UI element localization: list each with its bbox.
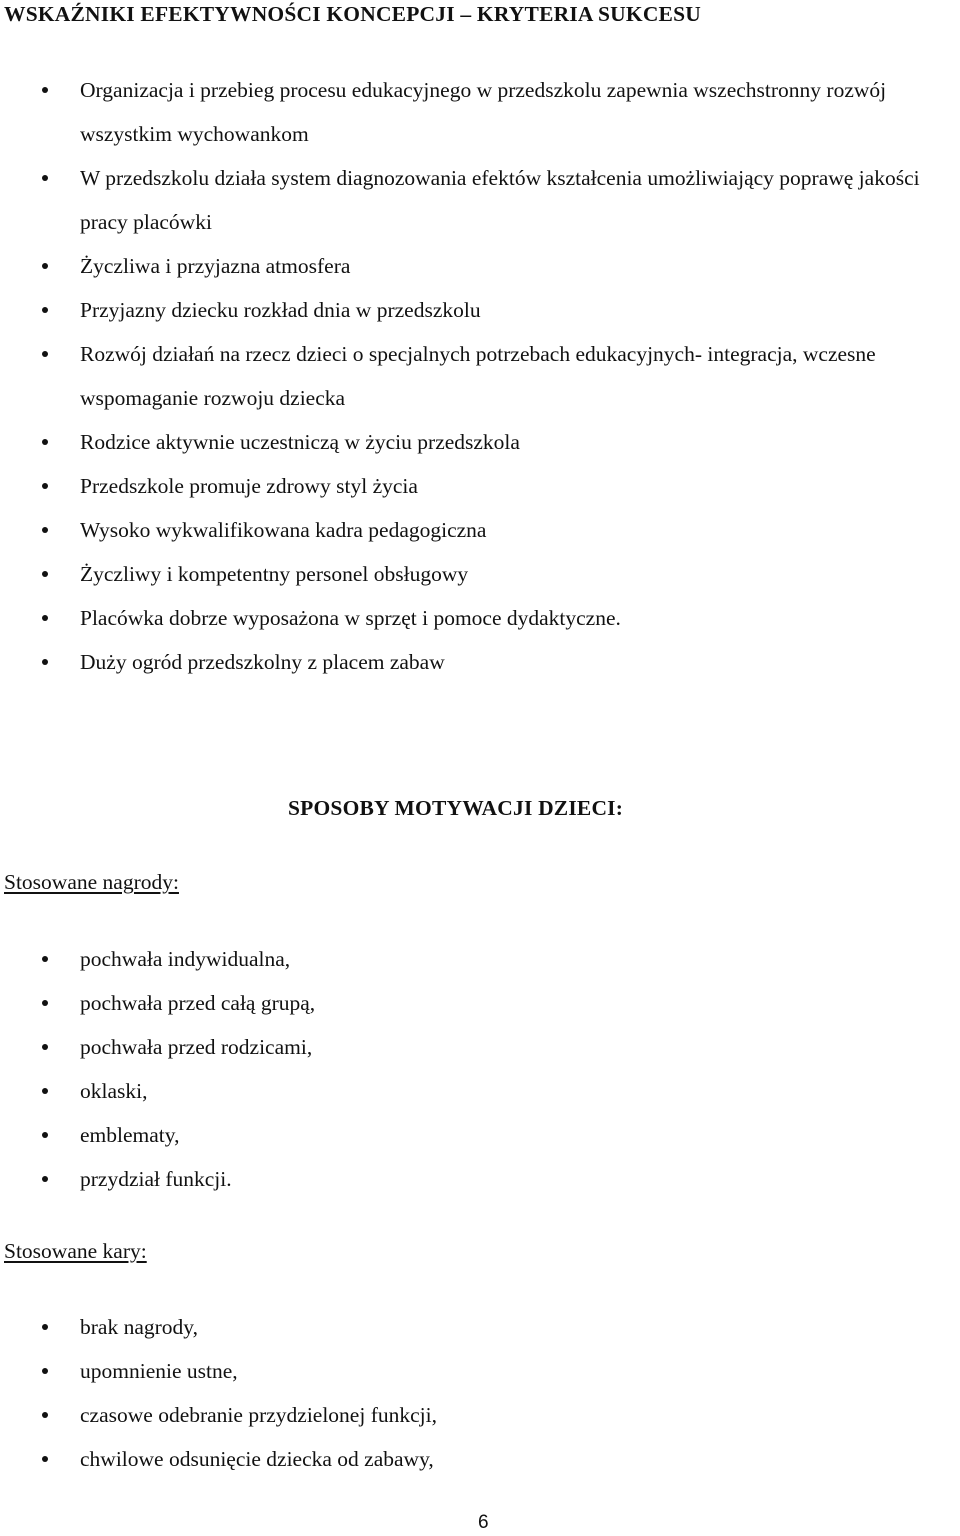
- list-item-text: Wysoko wykwalifikowana kadra pedagogiczna: [80, 518, 487, 542]
- list-item-text: Placówka dobrze wyposażona w sprzęt i pomoce dydaktyczne.: [80, 606, 621, 630]
- list-item-text: Przedszkole promuje zdrowy styl życia: [80, 474, 418, 498]
- list-item-text: Rodzice aktywnie uczestniczą w życiu przedszkola: [80, 430, 520, 454]
- page-heading: WSKAŹNIKI EFEKTYWNOŚCI KONCEPCJI – KRYTERIA SUKCESU: [4, 2, 701, 26]
- motivation-heading: SPOSOBY MOTYWACJI DZIECI:: [288, 796, 624, 820]
- list-item: [0, 1437, 960, 1481]
- penalties-list: [0, 1305, 960, 1481]
- list-item: [0, 420, 960, 464]
- bullet-icon: [42, 351, 48, 357]
- bullet-icon: [42, 1176, 48, 1182]
- list-item: [0, 1025, 960, 1069]
- success-criteria-list: [0, 68, 960, 684]
- list-item-text: brak nagrody,: [80, 1315, 199, 1339]
- bullet-icon: [42, 1456, 48, 1462]
- bullet-icon: [42, 1368, 48, 1374]
- bullet-icon: [42, 439, 48, 445]
- list-item: [0, 464, 960, 508]
- list-item-text: emblematy,: [80, 1123, 180, 1147]
- bullet-icon: [42, 956, 48, 962]
- list-item: [0, 981, 960, 1025]
- list-item-text: Organizacja i przebieg procesu edukacyjnego w przedszkolu zapewnia wszechstronny rozwój wszystkim wychowankom: [80, 78, 887, 146]
- list-item: [0, 1393, 960, 1437]
- list-item: [0, 937, 960, 981]
- bullet-icon: [42, 1324, 48, 1330]
- bullet-icon: [42, 483, 48, 489]
- list-item: [0, 508, 960, 552]
- list-item-text: pochwała przed rodzicami,: [80, 1035, 313, 1059]
- list-item-text: Życzliwa i przyjazna atmosfera: [80, 254, 351, 278]
- page-number: 6: [478, 1512, 489, 1533]
- list-item: [0, 552, 960, 596]
- bullet-icon: [42, 1132, 48, 1138]
- bullet-icon: [42, 175, 48, 181]
- list-item-text: Duży ogród przedszkolny z placem zabaw: [80, 650, 445, 674]
- list-item: [0, 332, 960, 420]
- bullet-icon: [42, 659, 48, 665]
- list-item-text: czasowe odebranie przydzielonej funkcji,: [80, 1403, 437, 1427]
- list-item: [0, 68, 960, 156]
- bullet-icon: [42, 87, 48, 93]
- list-item-text: Życzliwy i kompetentny personel obsługowy: [80, 562, 469, 586]
- rewards-list: [0, 937, 960, 1201]
- list-item-text: Przyjazny dziecku rozkład dnia w przedszkolu: [80, 298, 481, 322]
- list-item: [0, 1069, 960, 1113]
- bullet-icon: [42, 615, 48, 621]
- list-item-text: chwilowe odsunięcie dziecka od zabawy,: [80, 1447, 434, 1471]
- list-item: [0, 244, 960, 288]
- list-item: [0, 1157, 960, 1201]
- penalties-label: Stosowane kary:: [4, 1239, 147, 1263]
- list-item: [0, 1305, 960, 1349]
- list-item-text: Rozwój działań na rzecz dzieci o specjalnych potrzebach edukacyjnych- integracja, wczesne wspomaganie rozwoju dziecka: [80, 342, 876, 410]
- list-item-text: przydział funkcji.: [80, 1167, 232, 1191]
- bullet-icon: [42, 571, 48, 577]
- list-item-text: upomnienie ustne,: [80, 1359, 238, 1383]
- list-item: [0, 1349, 960, 1393]
- list-item: [0, 596, 960, 640]
- list-item: [0, 288, 960, 332]
- list-item-text: pochwała indywidualna,: [80, 947, 291, 971]
- bullet-icon: [42, 1000, 48, 1006]
- bullet-icon: [42, 1044, 48, 1050]
- bullet-icon: [42, 263, 48, 269]
- list-item-text: W przedszkolu działa system diagnozowania efektów kształcenia umożliwiający poprawę jakości pracy placówki: [80, 166, 920, 234]
- bullet-icon: [42, 527, 48, 533]
- list-item: [0, 1113, 960, 1157]
- bullet-icon: [42, 1088, 48, 1094]
- list-item: [0, 156, 960, 244]
- list-item: [0, 640, 960, 684]
- bullet-icon: [42, 307, 48, 313]
- rewards-label: Stosowane nagrody:: [4, 870, 179, 894]
- list-item-text: pochwała przed całą grupą,: [80, 991, 316, 1015]
- bullet-icon: [42, 1412, 48, 1418]
- list-item-text: oklaski,: [80, 1079, 148, 1103]
